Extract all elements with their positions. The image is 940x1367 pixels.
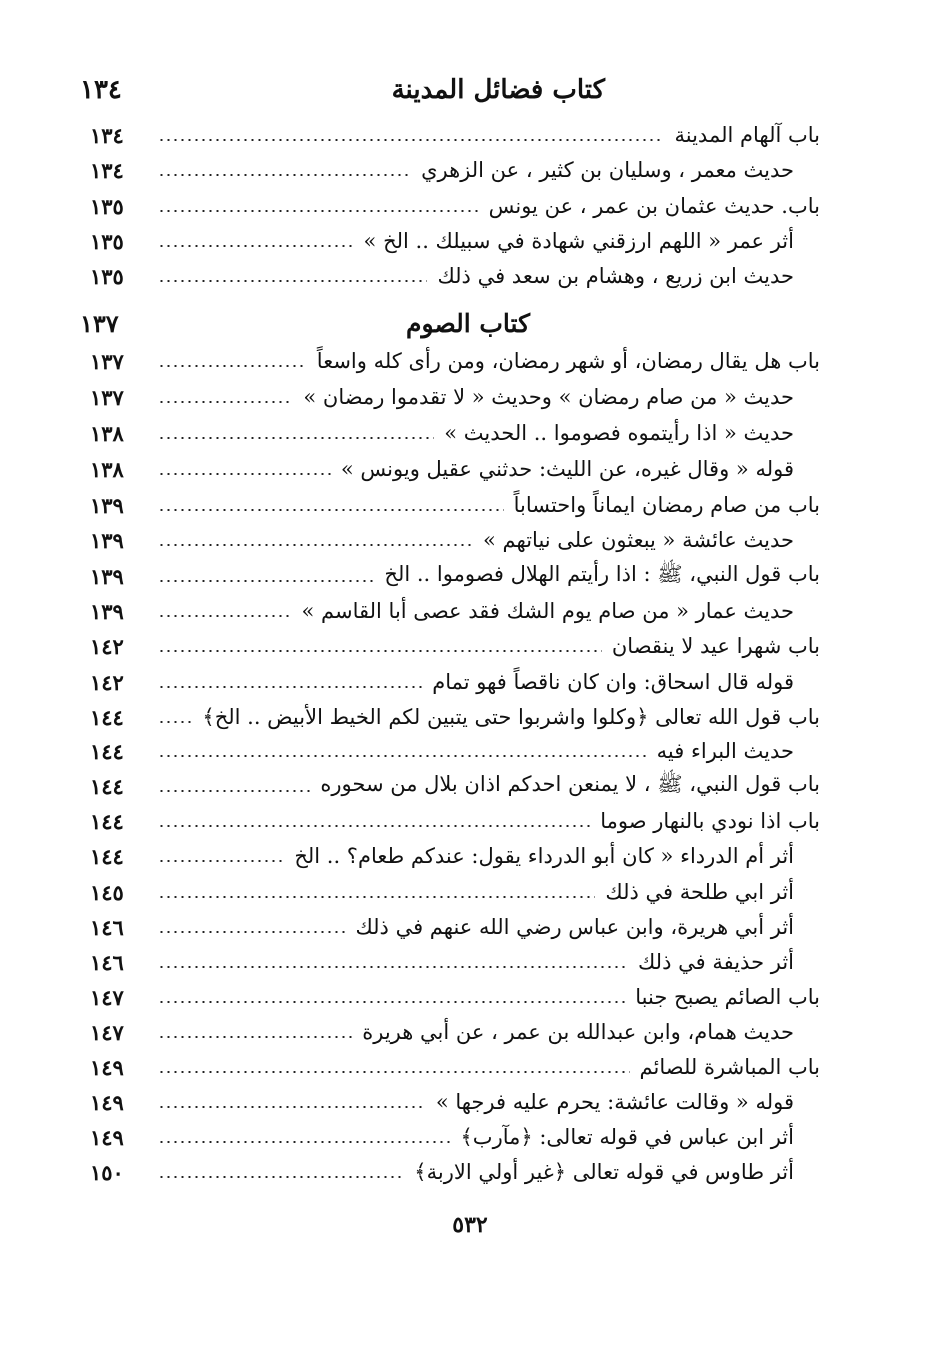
entry-page: ١٤٦: [90, 914, 124, 940]
toc-entry: [90, 224, 820, 258]
entry-text: باب شهرا عيد لا ينقصان: [611, 634, 820, 658]
dot-leader: [158, 686, 422, 688]
entry-text: أثر أم الدرداء « كان أبو الدرداء يقول: عندكم طعام؟ .. الخ: [294, 844, 794, 868]
entry-page: ١٤٢: [90, 633, 124, 659]
toc-entry: [90, 875, 820, 909]
toc-entry: [90, 700, 820, 734]
toc-entry: [90, 452, 820, 486]
entry-page: ١٤٤: [90, 773, 124, 799]
toc-entry: [90, 523, 820, 557]
entry-page: ١٣٤: [90, 157, 124, 183]
dot-leader: [158, 615, 292, 617]
toc-entry: [90, 980, 820, 1014]
toc-entry: [90, 665, 820, 699]
entry-text: قوله « وقالت عائشة: يحرم عليه فرجها »: [435, 1090, 794, 1114]
entry-text: باب المباشرة للصائم: [639, 1055, 820, 1079]
dot-leader: [158, 1176, 404, 1178]
header-title: كتاب فضائل المدينة: [391, 75, 605, 105]
entry-page: ١٣٥: [90, 228, 124, 254]
toc-entry: [90, 1085, 820, 1119]
entry-page: ١٤٧: [90, 984, 124, 1010]
header-page-number: ١٣٤: [80, 75, 122, 105]
entry-page: ١٤٤: [90, 704, 124, 730]
dot-leader: [158, 174, 411, 176]
entry-page: ١٣٤: [90, 122, 124, 148]
entry-page: ١٣٩: [90, 563, 124, 589]
entry-text: حديث « من صام رمضان » وحديث « لا تقدموا رمضان »: [303, 385, 794, 409]
toc-entry: [90, 118, 820, 152]
entry-text: أثر حذيفة في ذلك: [637, 950, 794, 974]
entry-text: قوله قال اسحاق: وان كان ناقصاً فهو تمام: [432, 670, 794, 694]
entry-page: ١٣٥: [90, 263, 124, 289]
dot-leader: [158, 280, 427, 282]
entry-page: ١٤٩: [90, 1124, 124, 1150]
toc-entry: [90, 1155, 820, 1189]
toc-entry: [90, 153, 820, 187]
toc-entry: [90, 1050, 820, 1084]
entry-page: ١٤٤: [90, 808, 124, 834]
entry-text: أثر عمر « اللهم ارزقني شهادة في سبيلك .. الخ »: [363, 229, 794, 253]
section-title: كتاب الصوم: [406, 308, 530, 338]
toc-entry: [90, 380, 820, 414]
toc-entry: [90, 910, 820, 944]
toc-entry: [90, 594, 820, 628]
dot-leader: [158, 580, 374, 582]
footer-page-number: ٥٣٢: [452, 1212, 488, 1238]
entry-text: باب قول النبي، ﷺ ، لا يمنعن احدكم اذان بلال من سحوره: [320, 771, 820, 796]
dot-leader: [158, 931, 345, 933]
toc-entry: [90, 488, 820, 522]
toc-entry: [90, 1120, 820, 1154]
dot-leader: [158, 210, 479, 212]
toc-entry: [90, 629, 820, 663]
toc-entry: [90, 769, 820, 803]
dot-leader: [158, 1106, 426, 1108]
entry-page: ١٤٩: [90, 1054, 124, 1080]
dot-leader: [158, 966, 628, 968]
dot-leader: [158, 509, 504, 511]
entry-page: ١٣٧: [90, 384, 124, 410]
toc-entry: [90, 1015, 820, 1049]
dot-leader: [158, 473, 331, 475]
entry-text: حديث عمار « من صام يوم الشك فقد عصى أبا القاسم »: [301, 599, 794, 623]
toc-entry: [90, 839, 820, 873]
entry-text: باب. حديث عثمان بن عمر ، عن يونس: [488, 194, 820, 218]
entry-page: ١٤٧: [90, 1019, 124, 1045]
entry-page: ١٣٨: [90, 420, 124, 446]
entry-text: باب الصائم يصبح جنبا: [635, 985, 820, 1009]
entry-page: ١٥٠: [90, 1159, 124, 1185]
toc-entry: [90, 945, 820, 979]
dot-leader: [158, 245, 354, 247]
entry-text: قوله « وقال غيره، عن الليث: حدثني عقيل ويونس »: [340, 457, 794, 481]
entry-text: حديث البراء فيه: [656, 739, 794, 763]
dot-leader: [158, 896, 595, 898]
entry-text: باب آلهام المدينة: [674, 123, 820, 147]
entry-text: أثر أبي هريرة، وابن عباس رضي الله عنهم في ذلك: [355, 915, 794, 939]
entry-page: ١٣٩: [90, 527, 124, 553]
section-heading: [80, 303, 820, 343]
dot-leader: [158, 401, 293, 403]
entry-page: ١٤٦: [90, 949, 124, 975]
dot-leader: [158, 650, 602, 652]
toc-entry: [90, 189, 820, 223]
entry-page: ١٤٤: [90, 843, 124, 869]
entry-text: أثر ابن عباس في قوله تعالى: ﴿مآرب﴾: [460, 1125, 794, 1149]
dot-leader: [158, 1141, 451, 1143]
entry-text: حديث عائشة « يبعثون على نياتهم »: [483, 528, 794, 552]
entry-page: ١٤٥: [90, 879, 124, 905]
entry-page: ١٤٤: [90, 738, 124, 764]
entry-text: حديث همام، وابن عبدالله بن عمر ، عن أبي هريرة: [362, 1020, 794, 1044]
dot-leader: [158, 790, 310, 792]
toc-entry: [90, 259, 820, 293]
dot-leader: [158, 139, 664, 141]
entry-page: ١٣٥: [90, 193, 124, 219]
entry-text: باب من صام رمضان ايماناً واحتساباً: [513, 493, 820, 517]
entry-text: باب قول النبي، ﷺ : اذا رأيتم الهلال فصوموا .. الخ: [384, 561, 820, 586]
entry-text: حديث معمر ، وسليان بن كثير ، عن الزهري: [421, 158, 794, 182]
dot-leader: [158, 1071, 630, 1073]
entry-text: باب قول الله تعالى ﴿وكلوا واشربوا حتى يتبين لكم الخيط الأبيض .. الخ﴾: [202, 705, 820, 729]
entry-text: أثر طاوس في قوله تعالى ﴿غير أولي الاربة﴾: [414, 1160, 794, 1184]
entry-page: ١٤٩: [90, 1089, 124, 1115]
entry-text: حديث « اذا رأيتموه فصوموا .. الحديث »: [444, 421, 794, 445]
dot-leader: [158, 1036, 352, 1038]
dot-leader: [158, 860, 284, 862]
toc-entry: [90, 344, 820, 378]
dot-leader: [158, 1001, 625, 1003]
dot-leader: [158, 544, 473, 546]
dot-leader: [158, 437, 434, 439]
dot-leader: [158, 365, 307, 367]
toc-entry: [90, 416, 820, 450]
entry-page: ١٣٨: [90, 456, 124, 482]
dot-leader: [158, 721, 192, 723]
entry-text: باب هل يقال رمضان، أو شهر رمضان، ومن رأى كله واسعاً: [316, 349, 820, 373]
entry-text: أثر ابي طلحة في ذلك: [605, 880, 794, 904]
dot-leader: [158, 825, 590, 827]
section-page: ١٣٧: [80, 308, 119, 338]
toc-entry: [90, 559, 820, 593]
entry-page: ١٣٩: [90, 598, 124, 624]
entry-page: ١٣٧: [90, 348, 124, 374]
running-header: [80, 70, 835, 110]
dot-leader: [158, 755, 647, 757]
entry-page: ١٣٩: [90, 492, 124, 518]
entry-text: حديث ابن زريع ، وهشام بن سعد في ذلك: [437, 264, 794, 288]
toc-entry: [90, 804, 820, 838]
entry-text: باب اذا نودي بالنهار صوما: [600, 809, 820, 833]
toc-entry: [90, 734, 820, 768]
entry-page: ١٤٢: [90, 669, 124, 695]
